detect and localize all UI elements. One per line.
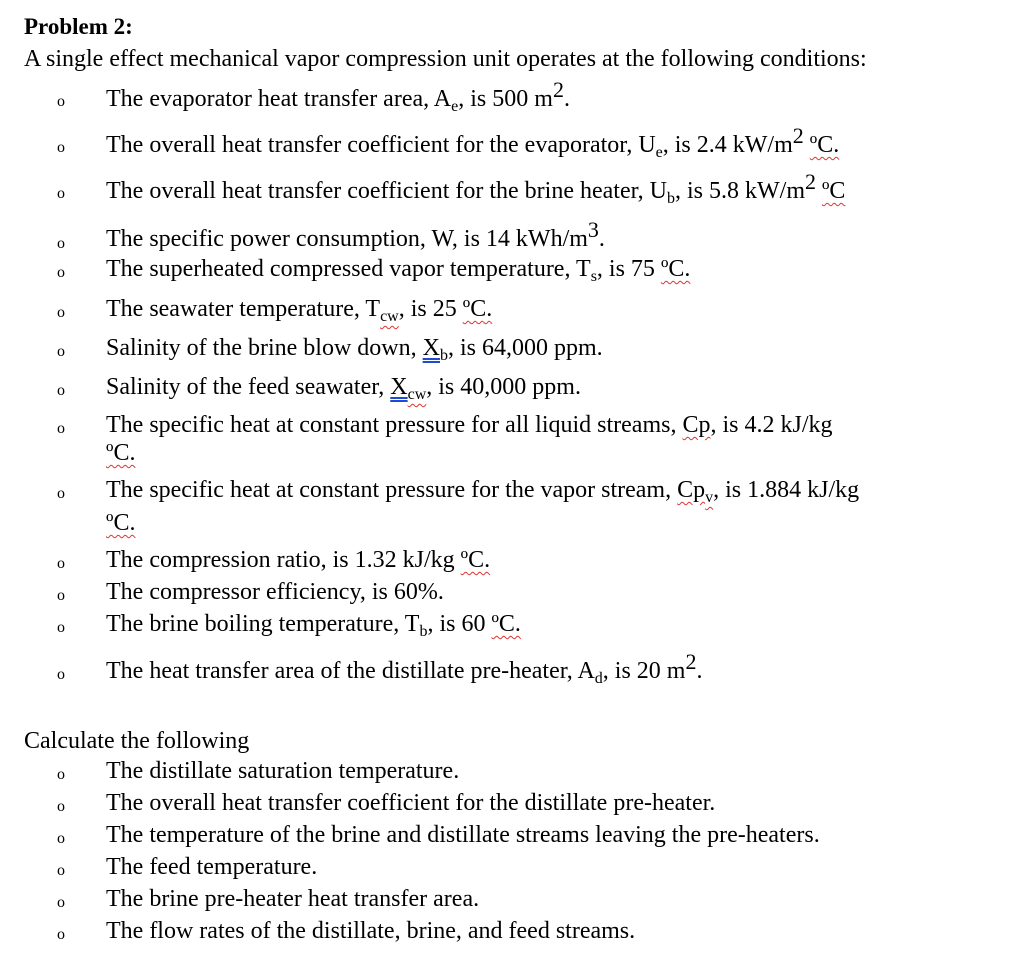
bullet-icon: o [57, 555, 65, 572]
bullet-icon: o [57, 235, 65, 252]
bullet-icon: o [57, 485, 65, 502]
calculate-item: The brine pre-heater heat transfer area. [106, 886, 480, 912]
condition-item: The evaporator heat transfer area, $A_e$, is 500 $m^2$. [106, 77, 570, 115]
calculate-heading: Calculate the following [24, 728, 250, 754]
calculate-item: The flow rates of the distillate, brine, and feed streams. [106, 918, 636, 944]
condition-item: The heat transfer area of the distillate pre-heater, $A_d$, is 20 $m^2$. [106, 649, 703, 687]
bullet-icon: o [57, 382, 65, 399]
bullet-icon: o [57, 766, 65, 783]
bullet-icon: o [57, 304, 65, 321]
condition-item: The compression ratio, is 1.32 kJ/kg ºC. [106, 547, 491, 573]
problem-intro: A single effect mechanical vapor compression unit operates at the following conditions: [24, 46, 867, 72]
condition-item: Salinity of the brine blow down, $X_b$, is 64,000 ppm. [106, 335, 603, 364]
condition-item: The overall heat transfer coefficient for the brine heater, $U_b$, is 5.8 $kW/m^2$ ºC [106, 169, 846, 207]
bullet-icon: o [57, 139, 65, 156]
condition-item: The specific power consumption, W, is 14 kWh/$m^3$. [106, 217, 605, 252]
condition-item: The specific heat at constant pressure for the vapor stream, $Cp_v$, is 1.884 kJ/kg [106, 477, 860, 506]
bullet-icon: o [57, 343, 65, 360]
calculate-item: The distillate saturation temperature. [106, 758, 460, 784]
bullet-icon: o [57, 587, 65, 604]
bullet-icon: o [57, 894, 65, 911]
condition-item: The seawater temperature, $T_{cw}$, is 25 ºC. [106, 296, 493, 325]
bullet-icon: o [57, 830, 65, 847]
calculate-item: The feed temperature. [106, 854, 318, 880]
condition-item: The specific heat at constant pressure for all liquid streams, Cp, is 4.2 kJ/kg [106, 412, 833, 438]
bullet-icon: o [57, 798, 65, 815]
bullet-icon: o [57, 420, 65, 437]
calculate-item: The overall heat transfer coefficient for the distillate pre-heater. [106, 790, 716, 816]
condition-item: The brine boiling temperature, $T_b$, is 60 ºC. [106, 611, 521, 640]
bullet-icon: o [57, 93, 65, 110]
bullet-icon: o [57, 666, 65, 683]
condition-item-continuation: ºC. [106, 510, 136, 536]
bullet-icon: o [57, 926, 65, 943]
bullet-icon: o [57, 264, 65, 281]
condition-item-continuation: ºC. [106, 440, 136, 466]
bullet-icon: o [57, 619, 65, 636]
condition-item: The compressor efficiency, is 60%. [106, 579, 444, 605]
condition-item: The superheated compressed vapor temperature, $T_s$, is 75 ºC. [106, 256, 691, 285]
condition-item: The overall heat transfer coefficient for the evaporator, $U_e$, is 2.4 $kW/m^2$ ºC. [106, 123, 840, 161]
problem-title: Problem 2: [24, 14, 133, 39]
bullet-icon: o [57, 185, 65, 202]
bullet-icon: o [57, 862, 65, 879]
condition-item: Salinity of the feed seawater, $X_{cw}$, is 40,000 ppm. [106, 374, 581, 403]
calculate-item: The temperature of the brine and distillate streams leaving the pre-heaters. [106, 822, 820, 848]
